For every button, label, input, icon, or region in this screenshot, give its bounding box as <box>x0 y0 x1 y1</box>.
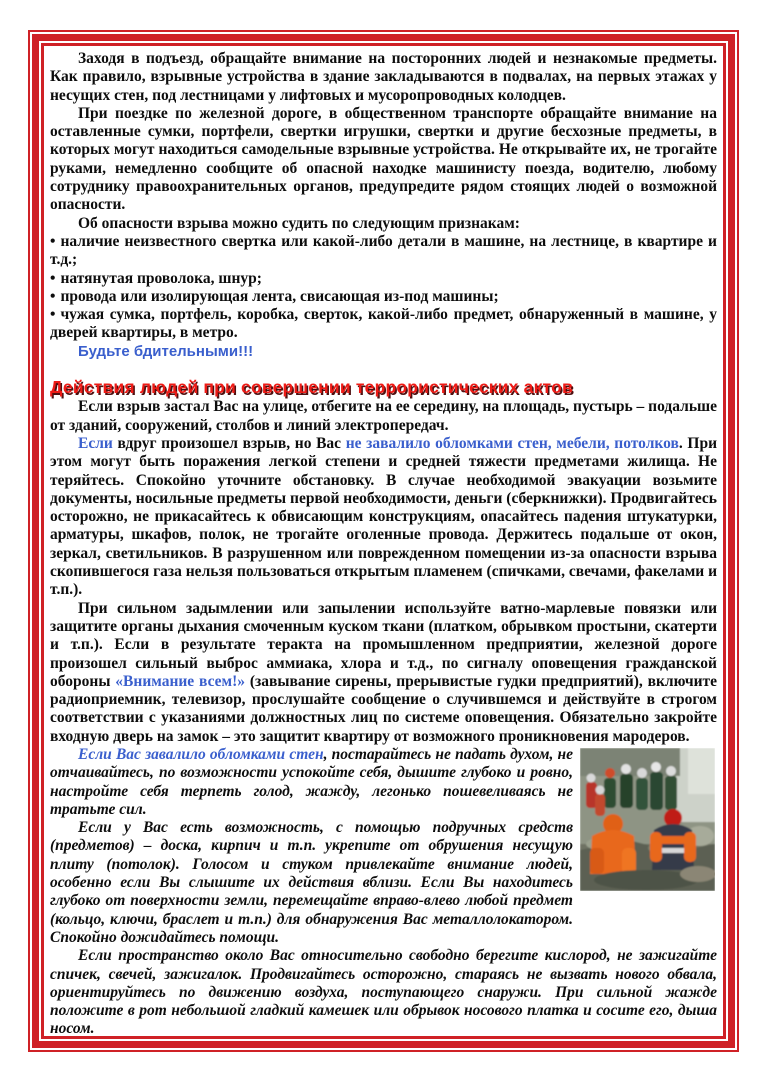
paragraph-street-explosion: Если взрыв застал Вас на улице, отбегите на ее середину, на площадь, пустырь – подальше от зданий, сооружений, столбов и линий электропередач. <box>50 398 717 434</box>
document-sheet <box>28 30 739 1052</box>
vigilance-warning: Будьте бдительными!!! <box>78 342 254 360</box>
page-frame-thick <box>32 34 735 1048</box>
bullet-icon: • <box>50 232 56 250</box>
paragraph-not-buried <box>50 435 717 600</box>
list-item-text: чужая сумка, портфель, коробка, сверток, какой-либо предмет, обнаруженный в машине, у дверей квартиры, в метро. <box>50 306 717 342</box>
body-text: . При этом могут быть поражения легкой степени и средней тяжести предметами жилища. Не теряйтесь. Спокойно уточните обстановку. В случае необходимой эвакуации возьмите документы, носильные предметы первой необходимости, деньги (сберкнижки). Продвигайтесь осторожно, не прикасайтесь к обвисающим конструкциям, опасайтесь падения штукатурки, арматуры, шкафов, полок, не трогайте оголенные провода. Держитесь подальше от окон, зеркал, светильников. В разрушенном или поврежденном помещении из-за опасности взрыва скопившегося газа нельзя пользоваться открытым пламенем (спичками, свечами, факелами и т.п.). <box>50 434 718 599</box>
body-text: , постарайтесь не падать духом, не отчаивайтесь, по возможности успокойте себя, дышите глубоко и ровно, настройте себя терпеть голод, жажду, легонько пошевеливаясь не тратьте сил. <box>50 745 574 818</box>
buried-under-rubble-section <box>50 746 717 1039</box>
list-item-text: наличие неизвестного свертка или какой-либо детали в машине, на лестнице, в квартире и т.д.; <box>50 232 717 269</box>
paragraph-support-ceiling: Если у Вас есть возможность, с помощью подручных средств (предметов) – доска, кирпич и т.п. укрепите от обрушения несущую плиту (потолок). Голосом и стуком привлекайте внимание людей, особенно если Вы слышите их действия вблизи. Если Вы находитесь глубоко от поверхности земли, перемещайте вправо-влево любой предмет (кольцо, ключи, браслет и т.п.) для обнаружения Вас металлолокатором. Спокойно дожидайтесь помощи. <box>50 819 573 946</box>
document-content <box>50 50 717 1039</box>
highlight-text: «Внимание всем!» <box>115 672 246 690</box>
list-item-text: провода или изолирующая лента, свисающая из-под машины; <box>60 287 499 305</box>
bullet-icon: • <box>50 306 56 324</box>
list-item <box>50 270 717 288</box>
highlight-text: Если <box>78 434 113 452</box>
body-text: (завывание сирены, прерывистые гудки предприятий), включите радиоприемник, телевизор, прослушайте сообщение о случившемся и действуйте в строгом соответствии с указаниями должностных лиц по системе оповещения. Обязательно закройте входную дверь на замок – это защитит квартиру от возможного проникновения мародеров. <box>50 672 718 745</box>
bullet-icon: • <box>50 269 56 287</box>
list-item-text: натянутая проволока, шнур; <box>60 269 262 287</box>
highlight-text: не завалило обломками стен, мебели, потолков <box>345 434 679 452</box>
list-item <box>50 306 717 343</box>
paragraph-smoke-alert <box>50 600 717 746</box>
page-frame-inner <box>41 43 726 1039</box>
list-item <box>50 288 717 306</box>
rescue-photo <box>580 748 717 930</box>
page-frame-outer <box>28 30 739 1052</box>
section-heading: Действия людей при совершении террористических актов <box>50 377 573 398</box>
paragraph-entrance-advice: Заходя в подъезд, обращайте внимание на посторонних людей и незнакомые предметы. Как правило, взрывные устройства в здание закладываются в подвалах, на первых этажах у несущих стен, под лестницами у лифтовых и мусоропроводных колодцев. <box>50 50 717 104</box>
list-item <box>50 233 717 270</box>
rescue-photo-image <box>580 748 715 891</box>
body-text: вдруг произошел взрыв, но Вас <box>112 434 346 452</box>
paragraph-save-oxygen: Если пространство около Вас относительно свободно берегите кислород, не зажигайте спичек, свечей, зажигалок. Продвигайтесь осторожно, стараясь не вызвать нового обвала, ориентируйтесь по движению воздуха, поступающего снаружи. При сильной жажде положите в рот небольшой гладкий камешек или обрывок носового платка и сосите его, дыша носом. <box>50 947 717 1038</box>
bullet-icon: • <box>50 287 56 305</box>
paragraph-signs-intro: Об опасности взрыва можно судить по следующим признакам: <box>78 214 520 232</box>
paragraph-transport-advice: При поездке по железной дороге, в общественном транспорте обращайте внимание на оставленные сумки, портфели, свертки игрушки, свертки и другие бесхозные предметы, в которых могут находиться самодельные взрывные устройства. Не открывайте их, не трогайте руками, немедленно сообщите об опасной находке машинисту поезда, водителю, любому сотруднику правоохранительных органов, предупредите рядом стоящих людей о возможной опасности. <box>50 104 717 214</box>
body-text: При сильном задымлении или запылении используйте ватно-марлевые повязки или защитите органы дыхания смоченным куском ткани (платком, обрывком простыни, скатерти и т.п.). Если в результате теракта на промышленном предприятии, железной дороге произошел сильный выброс аммиака, хлора и т.д., по сигналу оповещения гражданской обороны <box>50 599 717 690</box>
highlight-text: Если Вас завалило обломками стен <box>78 745 324 763</box>
